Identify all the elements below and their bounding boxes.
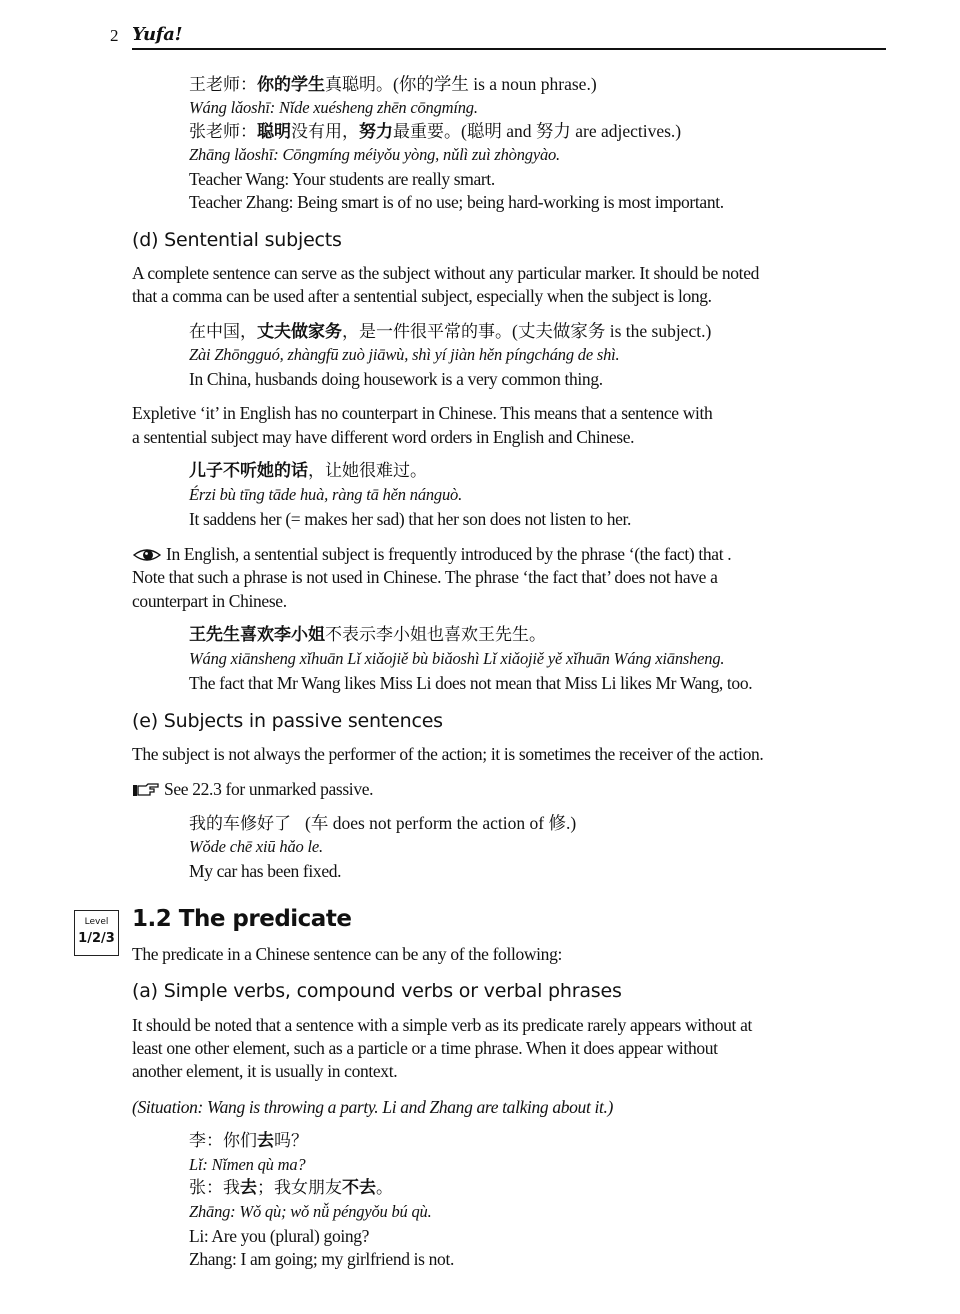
emphasis: 丈夫做家务 (257, 322, 342, 341)
emphasis: 努力 (359, 122, 393, 141)
example-line-cn (189, 320, 711, 343)
example-translation: Teacher Zhang: Being smart is of no use; being hard-working is most important. (189, 192, 724, 212)
paragraph-line: It should be noted that a sentence with a simple verb as its predicate rarely appears without at (132, 1015, 753, 1035)
paragraph-line: The predicate in a Chinese sentence can be any of the following: (132, 944, 562, 964)
emphasis: 你的学生 (257, 75, 325, 94)
speaker: 王老师： (189, 75, 257, 94)
dialogue-translation: Li: Are you (plural) going? (189, 1226, 370, 1246)
cross-reference (132, 778, 373, 803)
example-translation: My car has been fixed. (189, 861, 342, 881)
level-value: 1/2/3 (78, 931, 115, 946)
speaker: 张老师： (189, 122, 257, 141)
dialogue-translation: Zhang: I am going; my girlfriend is not. (189, 1249, 454, 1269)
paragraph-line: Expletive ‘it’ in English has no counterpart in Chinese. This means that a sentence with (132, 403, 713, 423)
annotation: (丈夫做家务 is the subject.) (512, 321, 712, 341)
note-line: counterpart in Chinese. (132, 591, 287, 611)
text: 真聪明。 (325, 75, 393, 94)
example-pinyin: Wáng xiānsheng xǐhuān Lǐ xiǎojiě bù biǎoshì Lǐ xiǎojiě yě xǐhuān Wáng xiānsheng. (189, 649, 725, 668)
note-line: Note that such a phrase is not used in Chinese. The phrase ‘the fact that’ does not have a (132, 567, 718, 587)
cross-reference-text: See 22.3 for unmarked passive. (164, 779, 374, 799)
example-pinyin: Zài Zhōngguó, zhàngfū zuò jiāwù, shì yí jiàn hěn píngcháng de shì. (189, 345, 620, 364)
example-pinyin: Wáng lǎoshī: Nǐde xuésheng zhēn cōngmíng. (189, 98, 478, 117)
paragraph-line: least one other element, such as a particle or a time phrase. When it does appear without (132, 1038, 718, 1058)
example-line-cn (189, 460, 427, 482)
emphasis: 王先生喜欢李小姐 (189, 625, 325, 644)
paragraph-line: The subject is not always the performer of the action; it is sometimes the receiver of the action. (132, 744, 764, 764)
annotation: (你的学生 is a noun phrase.) (393, 74, 597, 94)
example-pinyin: Érzi bù tīng tāde huà, ràng tā hěn nánguò. (189, 485, 463, 504)
situation-note: (Situation: Wang is throwing a party. Li and Zhang are talking about it.) (132, 1097, 614, 1117)
emphasis: 儿子不听她的话 (189, 461, 308, 480)
annotation: (车 does not perform the action of 修.) (305, 813, 577, 833)
page-header (110, 24, 886, 50)
speaker: 李： (189, 1131, 223, 1150)
text: 我的车修好了 (189, 814, 291, 833)
text: 。 (376, 1178, 393, 1197)
text: 不表示李小姐也喜欢王先生。 (325, 625, 546, 644)
example-translation: Teacher Wang: Your students are really smart. (189, 169, 495, 189)
example-translation: In China, husbands doing housework is a very common thing. (189, 369, 603, 389)
page-number: 2 (110, 26, 119, 45)
example-line-cn (189, 812, 576, 835)
annotation: (聪明 and 努力 are adjectives.) (461, 121, 682, 141)
header-rule (132, 48, 886, 50)
paragraph-line: that a comma can be used after a sentential subject, especially when the subject is long. (132, 286, 712, 306)
dialogue-line-cn (189, 1177, 393, 1199)
section-heading-a: (a) Simple verbs, compound verbs or verbal phrases (132, 980, 622, 1002)
example-translation: The fact that Mr Wang likes Miss Li does not mean that Miss Li likes Mr Wang, too. (189, 673, 753, 693)
text: 吗？ (274, 1131, 308, 1150)
text: 你们 (223, 1131, 257, 1150)
text: ，是一件很平常的事。 (342, 322, 512, 341)
paragraph-line: another element, it is usually in context. (132, 1061, 398, 1081)
example-pinyin: Wǒde chē xiū hǎo le. (189, 837, 323, 856)
level-badge (74, 910, 119, 956)
note-line (132, 543, 731, 568)
dialogue-pinyin: Zhāng: Wǒ qù; wǒ nǚ péngyǒu bú qù. (189, 1202, 432, 1221)
text: ；我女朋友 (257, 1178, 342, 1197)
emphasis: 去 (257, 1131, 274, 1150)
note-text: In English, a sentential subject is frequently introduced by the phrase ‘(the fact) that . (166, 544, 732, 564)
paragraph-line: a sentential subject may have different word orders in English and Chinese. (132, 427, 635, 447)
example-line-cn (189, 73, 597, 96)
speaker: 张： (189, 1178, 223, 1197)
paragraph-line: A complete sentence can serve as the subject without any particular marker. It should be noted (132, 263, 760, 283)
level-label: Level (84, 917, 109, 927)
text: 最重要。 (393, 122, 461, 141)
dialogue-pinyin: Lǐ: Nǐmen qù ma? (189, 1155, 306, 1174)
example-line-cn (189, 624, 546, 646)
example-line-cn (189, 120, 681, 143)
text: 我 (223, 1178, 240, 1197)
running-title: Yufa! (132, 24, 183, 45)
text: ，让她很难过。 (308, 461, 427, 480)
emphasis: 聪明 (257, 122, 291, 141)
pointing-hand-icon (132, 781, 160, 803)
section-heading-1-2: 1.2 The predicate (132, 906, 352, 932)
emphasis: 不去 (342, 1178, 376, 1197)
text: 没有用， (291, 122, 359, 141)
section-heading-d: (d) Sentential subjects (132, 229, 342, 251)
section-heading-e: (e) Subjects in passive sentences (132, 710, 443, 732)
eye-icon (132, 546, 162, 568)
example-translation: It saddens her (= makes her sad) that her son does not listen to her. (189, 509, 632, 529)
example-pinyin: Zhāng lǎoshī: Cōngmíng méiyǒu yòng, nǔlì zuì zhòngyào. (189, 145, 560, 164)
emphasis: 去 (240, 1178, 257, 1197)
text: 在中国， (189, 322, 257, 341)
dialogue-line-cn (189, 1130, 308, 1152)
